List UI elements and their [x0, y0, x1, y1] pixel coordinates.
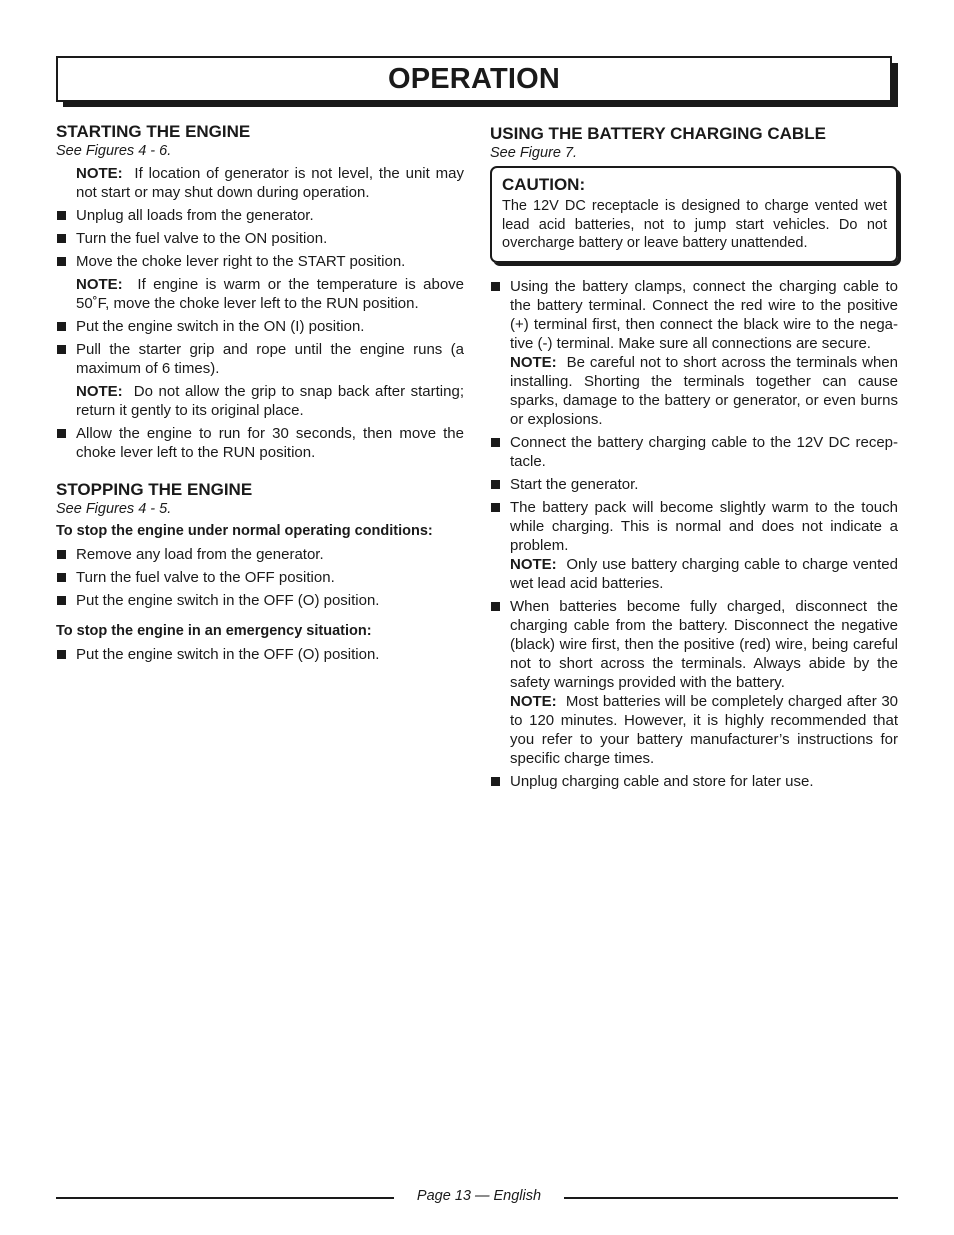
- starting-step-2: Turn the fuel valve to the ON position.: [56, 229, 464, 248]
- note-label: NOTE:: [510, 555, 557, 573]
- starting-note-1: [76, 164, 464, 202]
- battery-step-4: [490, 498, 898, 593]
- note-text: If location of generator is not level, the unit may not start or may shut down during operation.: [76, 165, 464, 201]
- stopping-see-figures: See Figures 4 - 5.: [56, 501, 172, 517]
- normal-stop-step-1: Remove any load from the generator.: [56, 545, 464, 564]
- starting-step-6: Allow the engine to run for 30 seconds, then move the choke lever left to the RUN position.: [56, 424, 464, 462]
- battery-step-1: [490, 277, 898, 429]
- stopping-engine-heading: STOPPING THE ENGINE: [56, 480, 253, 499]
- starting-step-4: Put the engine switch in the ON (I) position.: [56, 317, 464, 336]
- normal-stop-heading: To stop the engine under normal operating conditions:: [56, 523, 433, 539]
- starting-step-1: Unplug all loads from the generator.: [56, 206, 464, 225]
- right-column: [490, 124, 898, 795]
- starting-step-3: Move the choke lever right to the START position.: [56, 252, 464, 271]
- normal-stop-step-2: Turn the fuel valve to the OFF position.: [56, 568, 464, 587]
- starting-engine-heading: STARTING THE ENGINE: [56, 122, 251, 141]
- note-label: NOTE:: [76, 383, 123, 400]
- note-text: Only use battery charging cable to charge vented wet lead acid batteries.: [510, 555, 898, 592]
- note-label: NOTE:: [76, 276, 123, 293]
- caution-text: The 12V DC receptacle is designed to charge vented wet lead acid batteries, not to jump start vehicles. Do not overcharge battery or leave battery unattended.: [502, 198, 887, 251]
- note-label: NOTE:: [510, 353, 557, 371]
- battery-step-2: Connect the battery charging cable to the 12V DC recep-tacle.: [490, 433, 898, 471]
- note-text: If engine is warm or the temperature is above 50˚F, move the choke lever left to the RUN position.: [76, 276, 465, 312]
- starting-see-figures: See Figures 4 - 6.: [56, 143, 172, 159]
- page-number: Page 13 — English: [416, 1188, 542, 1204]
- normal-stop-step-3: Put the engine switch in the OFF (O) position.: [56, 591, 464, 610]
- step-text: The battery pack will become slightly warm to the touch while charging. This is normal and does not indicate a problem.: [510, 498, 898, 554]
- left-column: [56, 122, 464, 668]
- emergency-stop-step-1: Put the engine switch in the OFF (O) position.: [56, 645, 464, 664]
- page-title: OPERATION: [56, 56, 892, 102]
- note-label: NOTE:: [510, 692, 557, 710]
- emergency-stop-heading: To stop the engine in an emergency situation:: [56, 623, 372, 639]
- starting-note-3: [76, 382, 464, 420]
- note-text: Be careful not to short across the terminals when installing. Shorting the terminals together can cause sparks, damage to the battery or generator, or even burns or explosions.: [510, 353, 898, 428]
- note-label: NOTE:: [76, 165, 123, 182]
- battery-step-5: [490, 597, 898, 768]
- battery-step-6: Unplug charging cable and store for later use.: [490, 772, 898, 791]
- step-text: When batteries become fully charged, disconnect the charging cable from the battery. Disconnect the negative (black) wire first, then the positive (red) wire, being careful not to short across the terminals. Always abide by the safety warnings provided with the battery.: [510, 597, 898, 691]
- note-text: Do not allow the grip to snap back after starting; return it gently to its original place.: [76, 383, 464, 419]
- footer-rule-left: [56, 1197, 394, 1199]
- starting-step-5: Pull the starter grip and rope until the engine runs (a maximum of 6 times).: [56, 340, 464, 378]
- step-text: Using the battery clamps, connect the charging cable to the battery terminal. Connect the red wire to the positive (+) terminal first, then connect the black wire to the nega-tive (-) terminal. Make sure all connections are secure.: [510, 277, 898, 352]
- starting-note-2: [76, 275, 464, 313]
- battery-cable-heading: USING THE BATTERY CHARGING CABLE: [490, 124, 826, 143]
- footer-rule-right: [564, 1197, 898, 1199]
- note-text: Most batteries will be completely charged after 30 to 120 minutes. However, it is highly recommended that you refer to your battery manufacturer’s instructions for specific charge times.: [510, 692, 898, 767]
- caution-box: [490, 166, 898, 263]
- caution-title: CAUTION:: [502, 175, 586, 194]
- battery-step-3: Start the generator.: [490, 475, 898, 494]
- battery-see-figure: See Figure 7.: [490, 145, 578, 161]
